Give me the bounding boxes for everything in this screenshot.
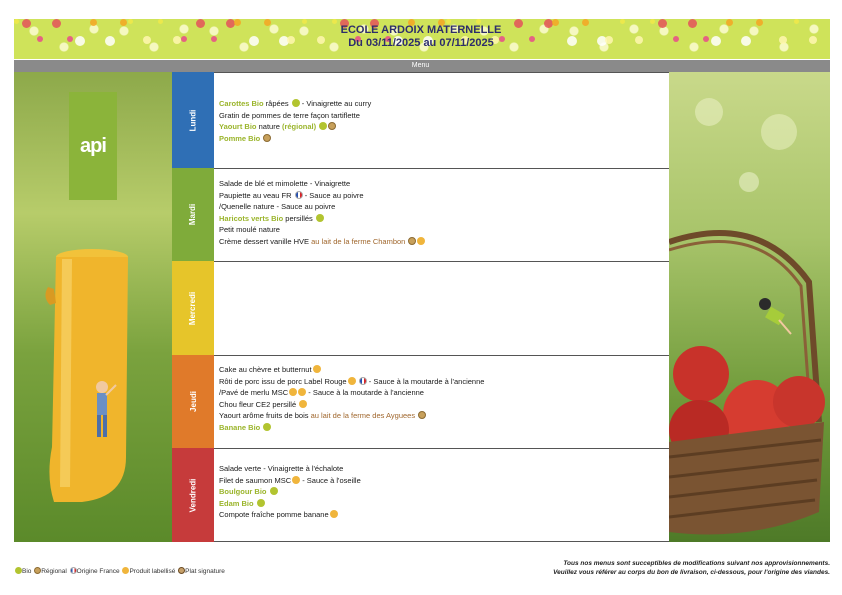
dish-line: [219, 98, 664, 110]
day-label-jeudi: Jeudi: [172, 355, 214, 448]
api-logo: api: [69, 92, 117, 200]
dish-line: [219, 463, 664, 475]
boot-illustration: [42, 247, 138, 512]
day-label-mercredi: Mercredi: [172, 261, 214, 355]
dish-text: Chou fleur CE2 persillé: [219, 399, 299, 409]
dish-text: [260, 423, 262, 432]
dish-line: [219, 190, 664, 202]
label-product-icon: [298, 388, 306, 396]
label-product-icon: [313, 365, 321, 373]
legend: [14, 567, 225, 575]
label-product-icon: [299, 400, 307, 408]
dish-text: Compote fraîche pomme banane: [219, 510, 329, 519]
bio-leaf-icon: [270, 487, 278, 495]
dish-text: - Sauce à la moutarde à l'ancienne: [306, 388, 424, 397]
apple-basket-illustration: [669, 72, 830, 542]
dish-line: [219, 178, 664, 190]
menu-row-jeudi: [214, 355, 669, 448]
local-farm-text: au lait de la ferme des Ayguees: [310, 411, 416, 420]
date-range: Du 03/11/2025 au 07/11/2025: [348, 37, 494, 49]
dish-line: [219, 213, 664, 225]
france-flag-icon: [295, 191, 303, 199]
dish-text: nature: [256, 122, 282, 131]
bio-text: Boulgour Bio: [219, 487, 267, 496]
bio-leaf-icon: [15, 567, 22, 574]
bio-leaf-icon: [263, 423, 271, 431]
dish-text: Gratin de pommes de terre façon tartiflette: [219, 110, 360, 120]
apple-basket-photo: [669, 72, 830, 542]
label-product-icon: [289, 388, 297, 396]
dish-line: [219, 364, 664, 376]
dish-text: [415, 411, 417, 420]
dish-text: Salade verte - Vinaigrette à l'échalote: [219, 464, 344, 473]
boot-photo: [14, 72, 172, 542]
regional-icon: [263, 134, 271, 142]
dish-text: Salade de blé et mimolette - Vinaigrette: [219, 179, 351, 188]
dish-line: [219, 486, 664, 498]
dish-text: Filet de saumon MSC: [219, 475, 292, 485]
dish-text: Yaourt arôme fruits de bois: [219, 411, 311, 420]
legend-label: Régional: [41, 568, 69, 575]
menu-row-mardi: [214, 168, 669, 261]
dish-text: persillés: [283, 213, 315, 223]
day-label-lundi: Lundi: [172, 72, 214, 168]
dish-text: - Sauce à l'oseille: [300, 475, 361, 485]
local-farm-text: au lait de la ferme Chambon: [311, 236, 406, 246]
dish-text: Crème dessert vanille HVE: [219, 236, 312, 246]
regional-icon: [418, 411, 426, 419]
legend-label: Produit labellisé: [129, 568, 178, 575]
menu-row-mercredi: [214, 261, 669, 355]
dish-line: [219, 201, 664, 213]
label-product-icon: [292, 476, 300, 484]
bio-text: Pomme Bio: [219, 133, 261, 143]
dish-line: [219, 236, 664, 248]
dish-line: [219, 475, 664, 487]
label-product-icon: [330, 510, 338, 518]
dish-text: /Pavé de merlu MSC: [219, 388, 289, 397]
dish-text: /Quenelle nature - Sauce au poivre: [219, 202, 336, 211]
notice-line-1: Tous nos menus sont succeptibles de modifications suivant nos approvisionnements.: [563, 560, 830, 567]
dish-line: [219, 498, 664, 510]
menu-bar-left: [14, 60, 172, 72]
page-title: [0, 24, 842, 50]
dish-line: [219, 509, 664, 521]
france-flag-icon: [70, 567, 77, 574]
regional-icon: [328, 122, 336, 130]
menu-header: Menu: [172, 60, 669, 72]
dish-text: [254, 499, 256, 508]
bio-text: Yaourt Bio: [219, 122, 257, 131]
dish-text: [260, 134, 262, 143]
dish-text: - Sauce à la moutarde à l'ancienne: [366, 376, 485, 386]
bio-text: Carottes Bio: [219, 99, 264, 108]
dish-text: Paupiette au veau FR: [219, 190, 294, 200]
disclaimer-notice: [455, 559, 830, 577]
bio-text: Edam Bio: [219, 498, 254, 508]
day-label-vendredi: Vendredi: [172, 448, 214, 542]
dish-text: Petit moulé nature: [219, 225, 280, 234]
legend-label: Origine France: [76, 568, 122, 575]
menu-row-lundi: [214, 72, 669, 168]
france-flag-icon: [359, 377, 367, 385]
dish-line: [219, 399, 664, 411]
bio-text: Haricots verts Bio: [219, 213, 284, 223]
dish-text: Rôti de porc issu de porc Label Rouge: [219, 376, 347, 386]
label-product-icon: [348, 377, 356, 385]
day-label-mardi: Mardi: [172, 168, 214, 261]
label-product-icon: [417, 237, 425, 245]
legend-label: Bio: [22, 568, 34, 575]
bio-text: Banane Bio: [219, 422, 261, 432]
dish-text: râpées: [263, 99, 291, 108]
bio-leaf-icon: [319, 122, 327, 130]
dish-line: [219, 121, 664, 133]
bio-leaf-icon: [292, 99, 300, 107]
dish-line: [219, 224, 664, 236]
dish-line: [219, 133, 664, 145]
climbing-child-icon: [759, 298, 791, 334]
dish-line: [219, 110, 664, 122]
dish-line: [219, 422, 664, 434]
bio-text: (régional): [281, 122, 317, 131]
bio-leaf-icon: [257, 499, 265, 507]
legend-label: Plat signature: [185, 568, 225, 575]
school-name: ECOLE ARDOIX MATERNELLE: [340, 24, 502, 36]
menu-row-vendredi: [214, 448, 669, 542]
notice-line-2: Veuillez vous référer au corps du bon de livraison, ci-dessous, pour l'origine des viandes.: [553, 569, 830, 576]
dish-text: [267, 487, 269, 496]
dish-text: - Sauce au poivre: [302, 190, 364, 200]
menu-bar-right: [669, 60, 830, 72]
dish-text: [405, 237, 407, 246]
dish-text: - Vinaigrette au curry: [299, 99, 372, 108]
regional-icon: [408, 237, 416, 245]
dish-line: [219, 387, 664, 399]
dish-text: Cake au chèvre et butternut: [219, 365, 312, 374]
dish-text: [316, 122, 318, 131]
bio-leaf-icon: [316, 214, 324, 222]
dish-line: [219, 376, 664, 388]
dish-text: [356, 377, 358, 386]
dish-line: [219, 410, 664, 422]
